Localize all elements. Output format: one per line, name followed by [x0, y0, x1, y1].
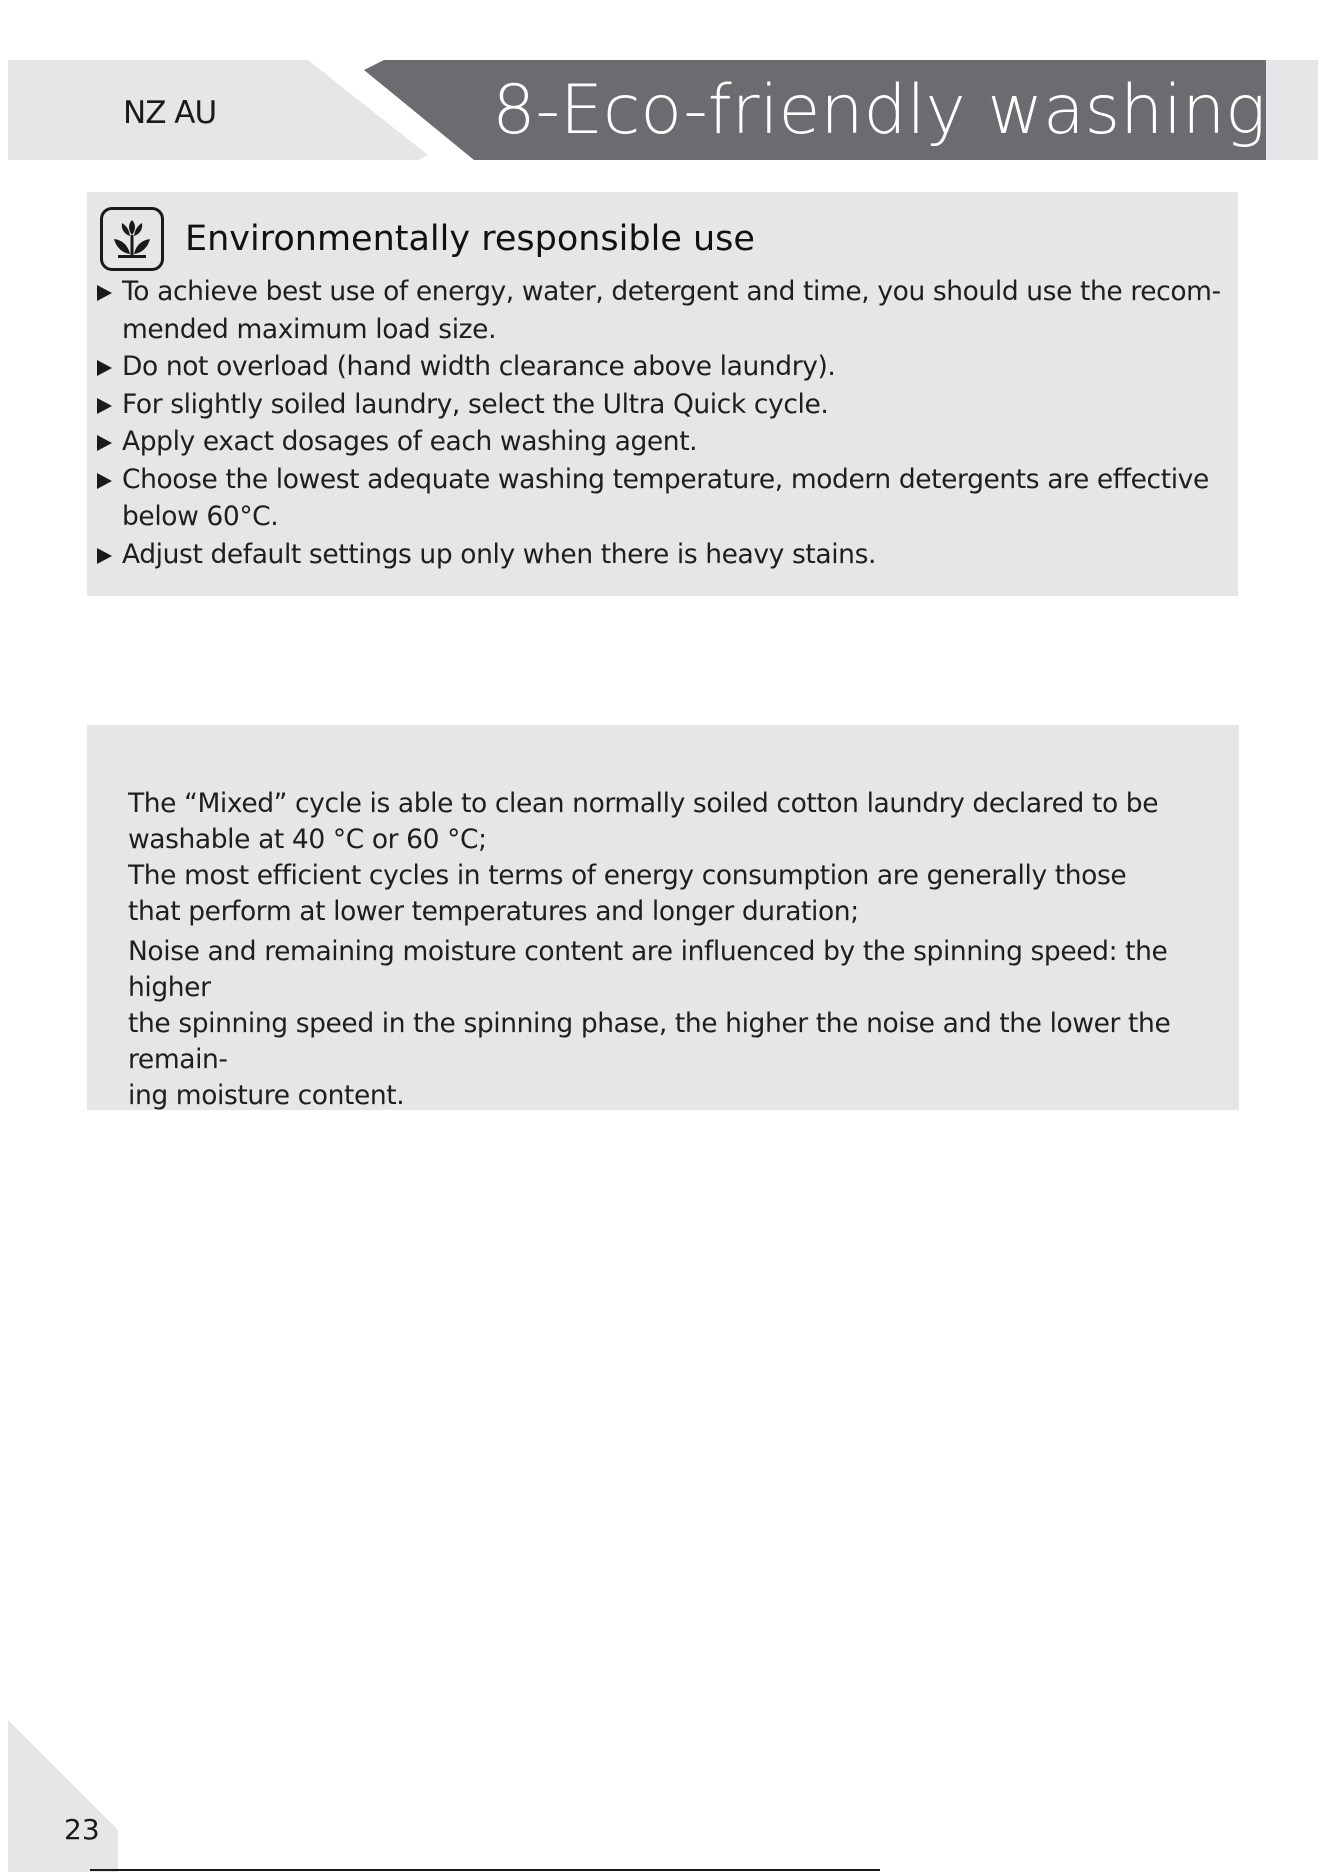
list-item: Choose the lowest adequate washing temperature, modern detergents are effective below 60°C.: [97, 461, 1232, 536]
page-number: 23: [64, 1813, 100, 1846]
triangle-bullet-icon: [97, 548, 112, 564]
section-title: 8-Eco-friendly washing: [492, 71, 1266, 150]
page-corner-tab: [8, 1720, 118, 1872]
bottom-rule: [90, 1869, 880, 1871]
triangle-bullet-icon: [97, 360, 112, 376]
info-paragraph-efficient-cycles: The most efficient cycles in terms of energy consumption are generally those that perform at lower temperatures and longer duration;: [128, 860, 1127, 927]
eco-tips-list: [97, 273, 1232, 573]
triangle-bullet-icon: [97, 435, 112, 451]
eco-flower-icon: [100, 207, 164, 271]
list-item: Do not overload (hand width clearance above laundry).: [97, 348, 1232, 386]
eco-heading: Environmentally responsible use: [185, 219, 755, 259]
region-label: NZ AU: [123, 95, 217, 131]
info-paragraph-mixed-cycle: The “Mixed” cycle is able to clean normally soiled cotton laundry declared to be washable at 40 °C or 60 °C;: [128, 788, 1159, 855]
triangle-bullet-icon: [97, 473, 112, 489]
info-paragraph-noise-moisture: Noise and remaining moisture content are influenced by the spinning speed: the higher the spinning speed in the spinning phase, the higher the noise and the lower the remain- ing moisture content.: [128, 936, 1171, 1111]
triangle-bullet-icon: [97, 285, 112, 301]
triangle-bullet-icon: [97, 398, 112, 414]
list-item: Apply exact dosages of each washing agent.: [97, 423, 1232, 461]
info-text: [128, 786, 1228, 1114]
header-left-band: [8, 60, 428, 160]
list-item: Adjust default settings up only when there is heavy stains.: [97, 536, 1232, 574]
list-item: For slightly soiled laundry, select the Ultra Quick cycle.: [97, 386, 1232, 424]
header-right-strip: [1266, 60, 1318, 160]
list-item: To achieve best use of energy, water, detergent and time, you should use the recom- mended maximum load size.: [97, 273, 1232, 348]
